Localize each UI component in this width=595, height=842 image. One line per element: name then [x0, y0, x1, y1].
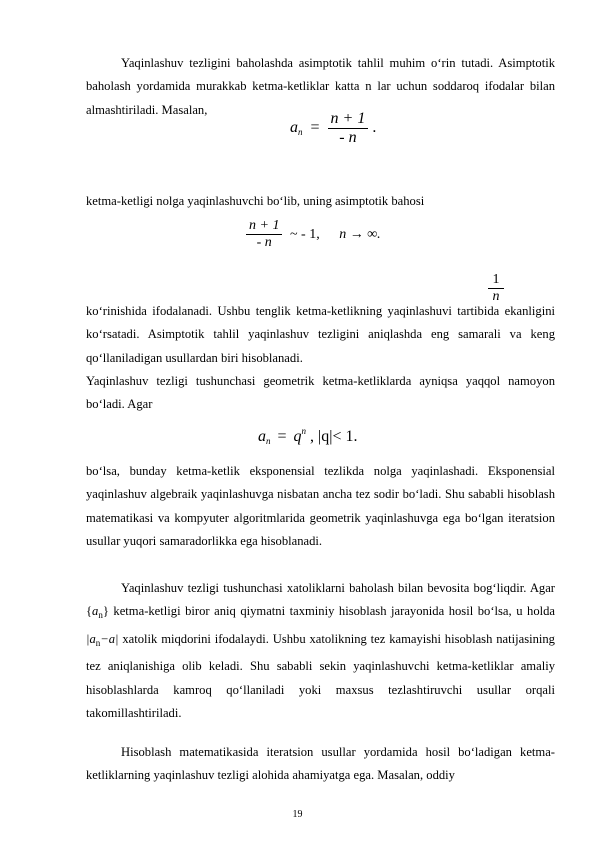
equation-2: $\frac{n + 1}{- n}$ ~ - 1, n → ∞.	[246, 218, 381, 251]
paragraph-3: ko‘rinishida ifodalanadi. Ushbu tenglik ketma-ketlikning yaqinlashuvi tartibida ekanligini ko‘rsatadi. Asimptotik tahlil yaqinlashuv tezligini aniqlashda eng samarali va keng qo‘llaniladigan usullardan biri hisoblanadi.	[86, 304, 555, 365]
paragraph-4: Yaqinlashuv tezligi tushunchasi geometrik ketma-ketliklarda ayniqsa yaqqol namoyon bo‘ladi. Agar	[86, 374, 555, 412]
paragraph-7: Hisoblash matematikasida iteratsion usullar yordamida hosil bo‘ladigan ketma-ketliklarning yaqinlashuv tezligi alohida ahamiyatga ega. Masalan, oddiy	[86, 745, 555, 783]
paragraph-1: Yaqinlashuv tezligini baholashda asimptotik tahlil muhim o‘rin tutadi. Asimptotik baholash yordamida murakkab ketma-ketliklar katta n lar uchun soddaroq ifodalar bilan almashtiriladi. Masalan,	[86, 56, 555, 117]
equation-3: $a_n = q^n$ , |q|< 1.	[258, 426, 358, 446]
paragraph-6: Yaqinlashuv tezligi tushunchasi xatoliklarni baholash bilan bevosita bog‘liqdir. Agar $\{a_n\}$ ketma-ketligi biror aniq qiymatni taxminiy hisoblash jarayonida hosil bo‘lsa, u holda $|a_n-a|$ xatolik miqdorini ifodalaydi. Ushbu xatolikning tez kamayishi hisoblash natijasining tez aniqlanishiga olib keladi. Shu sababli sekin yaqinlashuvchi ketma-ketliklar amaliy hisoblashlarda kamroq qo‘llaniladi yoki maxsus tezlashtiruvchi usullar orqali takomillashtiriladi.	[86, 581, 555, 721]
equation-1: $a_n$ = $\frac{n + 1}{- n}$ .	[290, 110, 377, 146]
paragraph-2: ketma-ketligi nolga yaqinlashuvchi bo‘lib, uning asimptotik bahosi	[86, 194, 425, 208]
fraction-2: $\frac{n + 1}{- n}$	[246, 218, 282, 251]
inline-fraction: $\frac{1}{n}$	[488, 272, 504, 305]
fraction-1: $\frac{n + 1}{- n}$	[328, 110, 369, 147]
paragraph-5: bo‘lsa, bunday ketma-ketlik eksponensial tezlikda nolga yaqinlashadi. Eksponensial yaqinlashuv algebraik yaqinlashuvga nisbatan ancha tez sodir bo‘ladi. Shu sababli hisoblash matematikasi va kompyuter algoritmlarida geometrik yaqinlashuvga ega bo‘lgan iteratsion usullar yuqori samaradorlikka ega hisoblanadi.	[86, 464, 555, 549]
page-number: 19	[292, 809, 303, 820]
